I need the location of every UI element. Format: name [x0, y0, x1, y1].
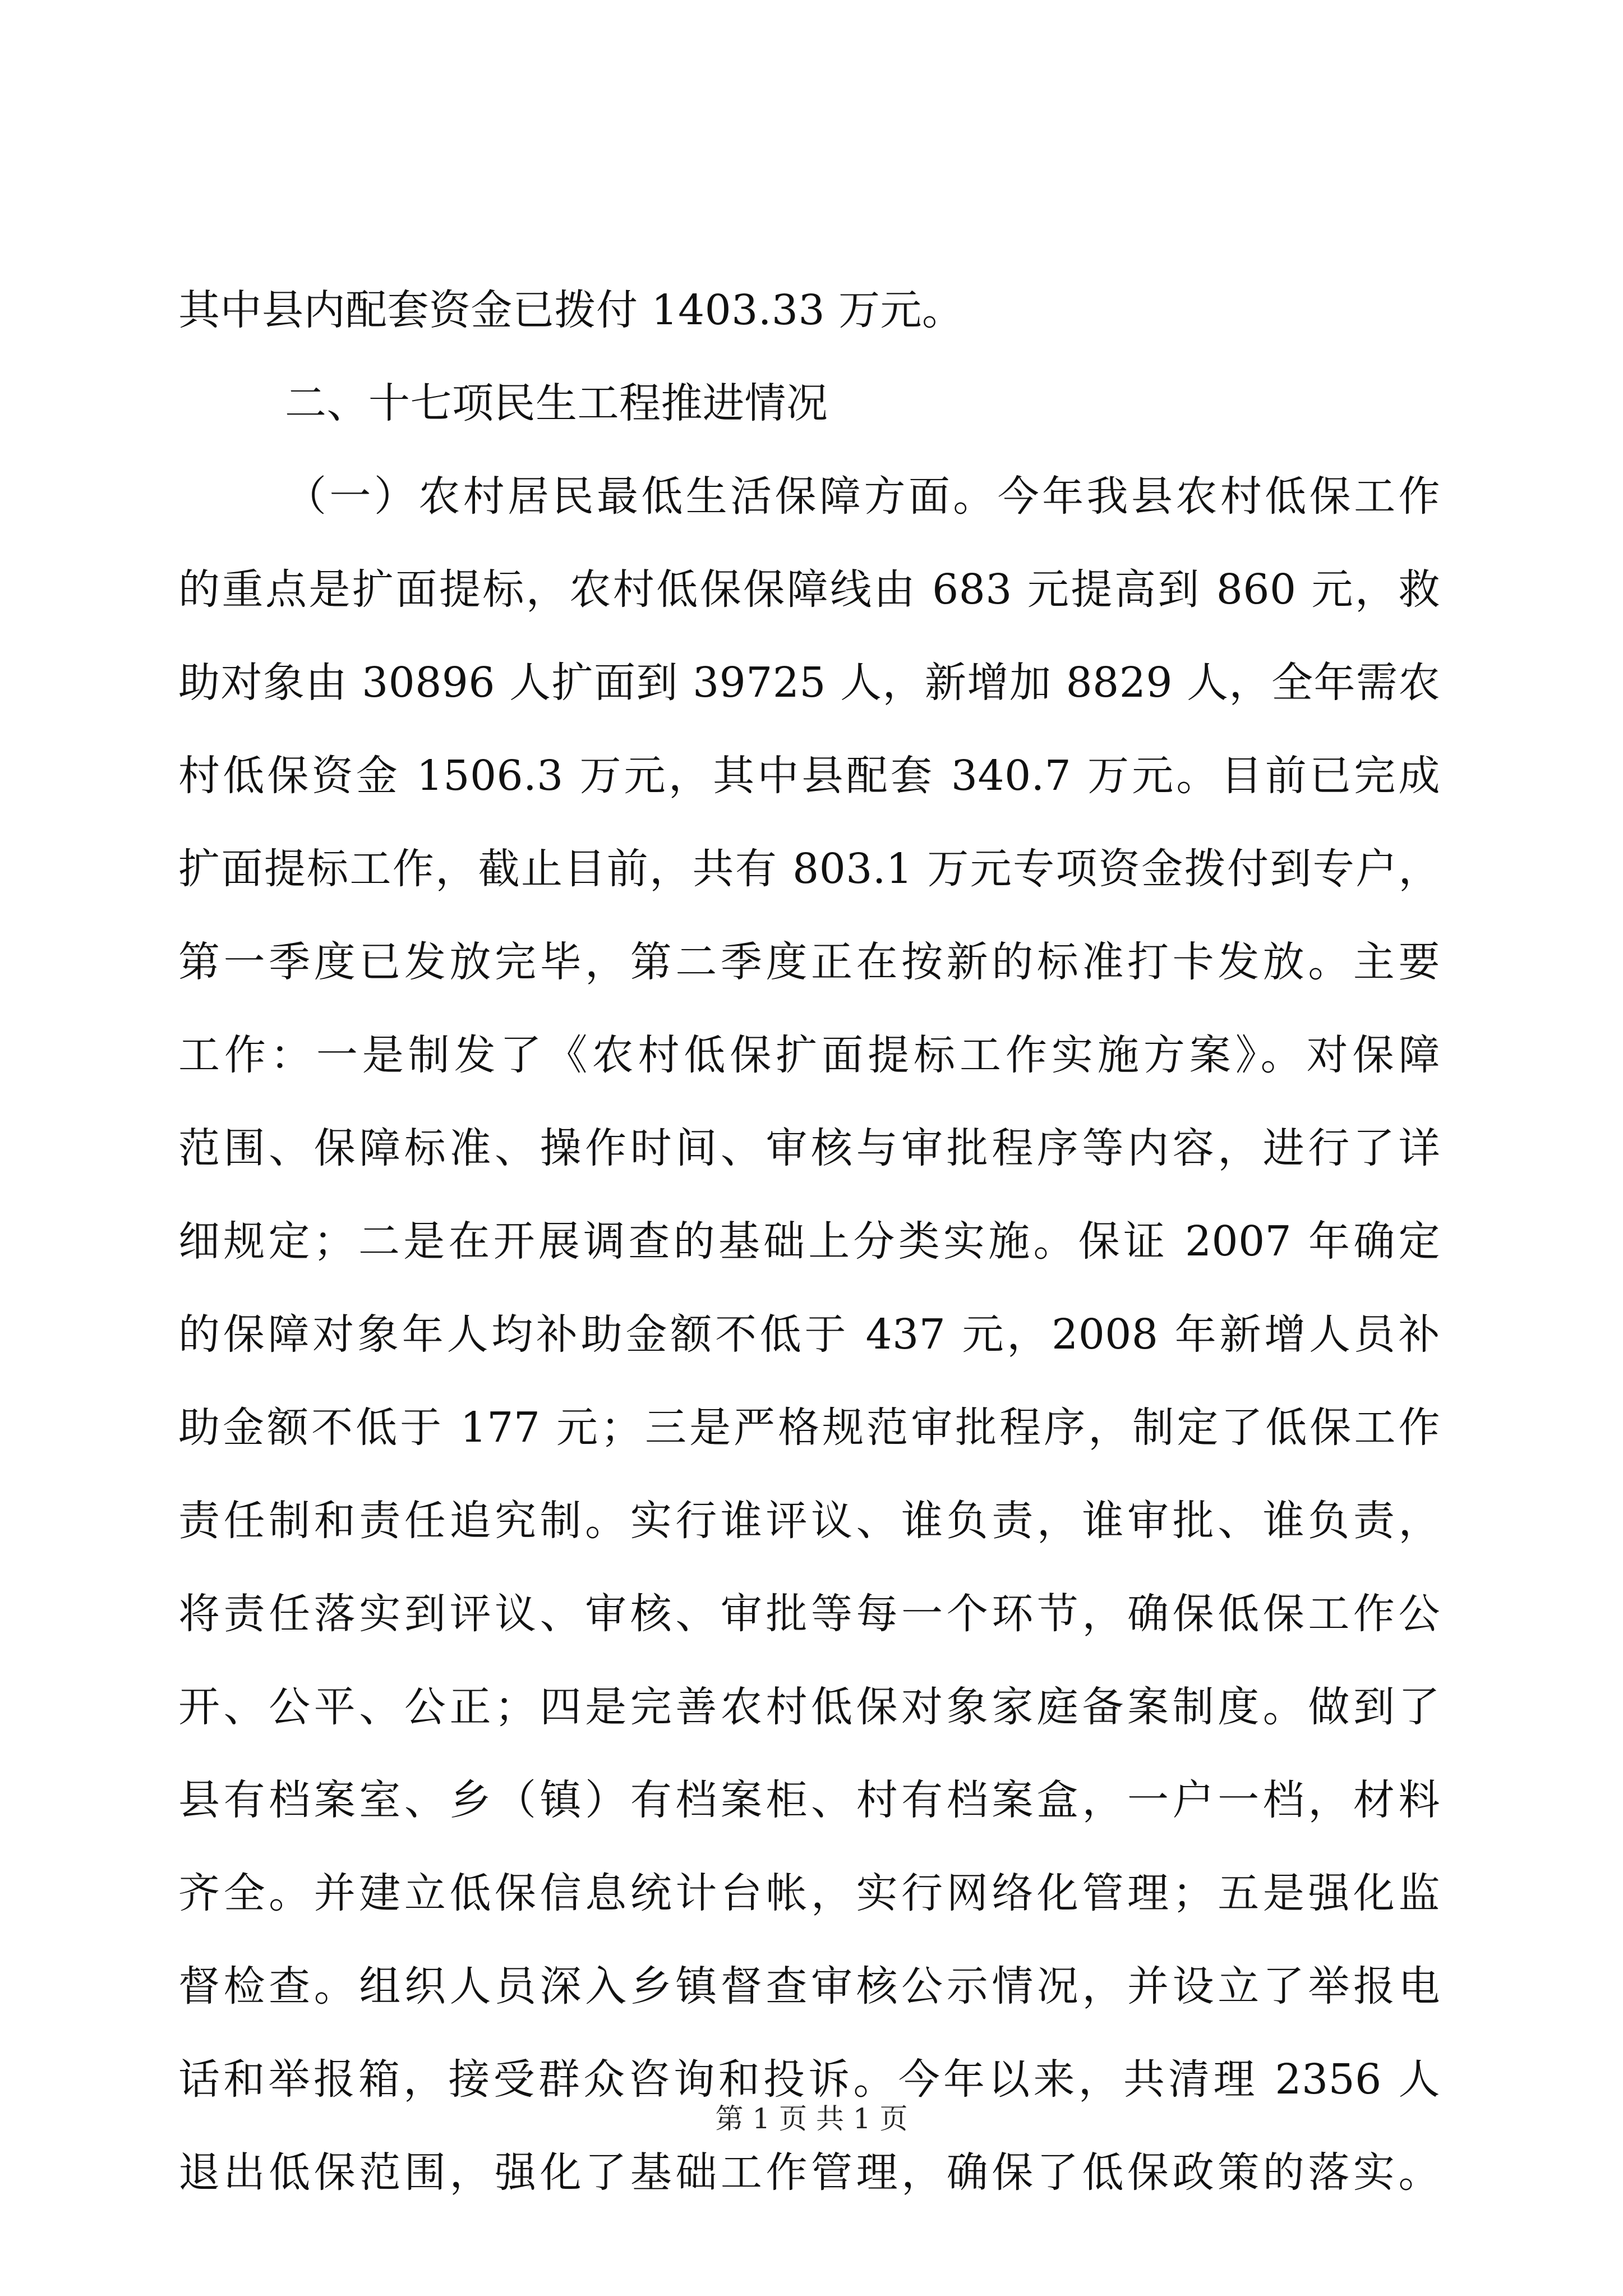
text-line-4: 的重点是扩面提标，农村低保保障线由 683 元提高到 860 元，救 [178, 565, 1440, 614]
text-line-11: 细规定；二是在开展调查的基础上分类实施。保证 2007 年确定 [178, 1217, 1440, 1266]
text-line-15: 将责任落实到评议、审核、审批等每一个环节，确保低保工作公 [178, 1590, 1440, 1638]
text-line-1: 其中县内配套资金已拨付 1403.33 万元。 [178, 286, 964, 334]
text-line-16: 开、公平、公正；四是完善农村低保对象家庭备案制度。做到了 [178, 1683, 1440, 1731]
text-line-8: 第一季度已发放完毕，第二季度正在按新的标准打卡发放。主要 [178, 938, 1440, 986]
text-line-3: （一）农村居民最低生活保障方面。今年我县农村低保工作 [285, 472, 1440, 521]
text-line-14: 责任制和责任追究制。实行谁评议、谁负责，谁审批、谁负责， [178, 1497, 1440, 1545]
text-line-12: 的保障对象年人均补助金额不低于 437 元，2008 年新增人员补 [178, 1310, 1440, 1359]
text-line-6: 村低保资金 1506.3 万元，其中县配套 340.7 万元。目前已完成 [178, 752, 1440, 800]
text-line-10: 范围、保障标准、操作时间、审核与审批程序等内容，进行了详 [178, 1124, 1440, 1172]
text-line-9: 工作：一是制发了《农村低保扩面提标工作实施方案》。对保障 [178, 1031, 1440, 1079]
body-text [178, 264, 1440, 2219]
page-footer: 第 1 页 共 1 页 [715, 2102, 908, 2135]
text-line-18: 齐全。并建立低保信息统计台帐，实行网络化管理；五是强化监 [178, 1869, 1440, 1917]
text-line-13: 助金额不低于 177 元；三是严格规范审批程序，制定了低保工作 [178, 1404, 1440, 1452]
text-line-20: 话和举报箱，接受群众咨询和投诉。今年以来，共清理 2356 人 [178, 2055, 1440, 2104]
text-line-17: 县有档案室、乡（镇）有档案柜、村有档案盒，一户一档，材料 [178, 1776, 1440, 1824]
text-line-21: 退出低保范围，强化了基础工作管理，确保了低保政策的落实。 [178, 2148, 1440, 2197]
text-line-19: 督检查。组织人员深入乡镇督查审核公示情况，并设立了举报电 [178, 1962, 1440, 2010]
text-line-5: 助对象由 30896 人扩面到 39725 人，新增加 8829 人，全年需农 [178, 659, 1440, 707]
section-heading: 二、十七项民生工程推进情况 [285, 379, 828, 427]
text-line-7: 扩面提标工作，截止目前，共有 803.1 万元专项资金拨付到专户， [178, 845, 1440, 893]
